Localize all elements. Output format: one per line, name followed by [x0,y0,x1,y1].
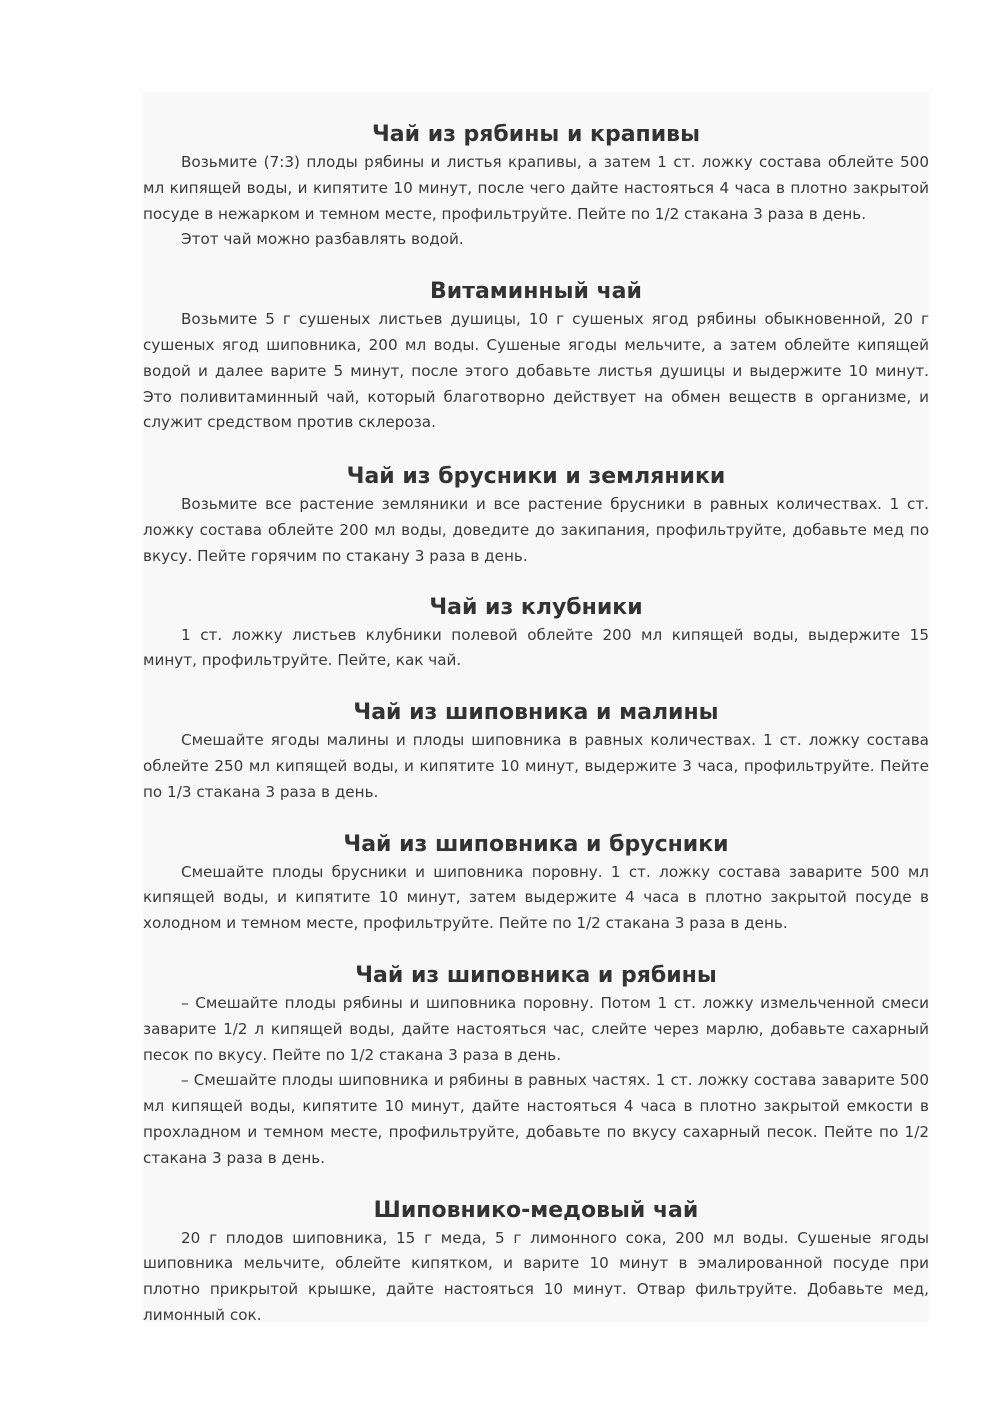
recipe-paragraph: Возьмите все растение земляники и все растение брусники в равных количествах. 1 ст. ложку состава облейте 200 мл воды, доведите до закипания, профильтруйте, добавьте мед по вкусу. Пейте горячим по стакану 3 раза в день. [143,495,929,565]
recipe-title: Шиповнико-медовый чай [373,1197,699,1223]
section-gap [143,253,929,277]
recipe-cowberry-strawberry [143,462,929,569]
recipe-rosehip-raspberry [143,698,929,805]
recipe-paragraph: Этот чай можно разбавлять водой. [181,230,464,249]
section-gap [143,806,929,830]
recipe-paragraph: Возьмите (7:3) плоды рябины и листья крапивы, а затем 1 ст. ложку состава облейте 500 мл кипящей воды, и кипятите 10 минут, после чего дайте настояться 4 часа в плотно закрытой посуде в нежарком и темном месте, профильтруйте. Пейте по 1/2 стакана 3 раза в день. [143,153,929,223]
recipe-rosehip-honey [143,1196,929,1329]
document-content [143,120,929,1329]
section-gap [143,436,929,462]
recipe-paragraph: 20 г плодов шиповника, 15 г меда, 5 г лимонного сока, 200 мл воды. Сушеные ягоды шиповника мельчите, облейте кипятком, и варите 10 минут в эмалированной посуде при плотно прикрытой крышке, дайте настояться 10 минут. Отвар фильтруйте. Добавьте мед, лимонный сок. [143,1228,929,1324]
section-gap [143,674,929,698]
section-gap [143,937,929,961]
recipe-title: Чай из шиповника и малины [353,700,719,726]
section-gap [143,570,929,593]
recipe-paragraph: Смешайте ягоды малины и плоды шиповника в равных количествах. 1 ст. ложку состава облейте 250 мл кипящей воды, и кипятите 10 минут, выдержите 3 часа, профильтруйте. Пейте по 1/3 стакана 3 раза в день. [143,731,929,801]
recipe-paragraph: – Смешайте плоды шиповника и рябины в равных частях. 1 ст. ложку состава заварите 500 мл кипящей воды, кипятите 10 минут, дайте настояться 4 часа в плотно закрытой емкости в прохладном и темном месте, профильтруйте, добавьте по вкусу сахарный песок. Пейте по 1/2 стакана 3 раза в день. [143,1071,929,1167]
recipe-vitamin [143,277,929,436]
recipe-title: Чай из шиповника и рябины [355,962,717,988]
recipe-title: Чай из клубники [429,594,643,620]
recipe-paragraph: Смешайте плоды брусники и шиповника поровну. 1 ст. ложку состава заварите 500 мл кипящей воды, и кипятите 10 минут, затем выдержите 4 часа в плотно закрытой посуде в холодном и темном месте, профильтруйте. Пейте по 1/2 стакана 3 раза в день. [143,862,929,933]
recipe-rosehip-cowberry [143,830,929,937]
recipe-title: Чай из брусники и земляники [346,464,726,490]
recipe-paragraph: – Смешайте плоды рябины и шиповника поровну. Потом 1 ст. ложку измельченной смеси заварите 1/2 л кипящей воды, дайте настояться час, слейте через марлю, добавьте сахарный песок по вкусу. Пейте по 1/2 стакана 3 раза в день. [143,993,929,1064]
recipe-rowan-nettle [143,120,929,253]
recipe-paragraph: Возьмите 5 г сушеных листьев душицы, 10 г сушеных ягод рябины обыкновенной, 20 г сушеных ягод шиповника, 200 мл воды. Сушеные ягоды мельчите, а затем облейте кипящей водой и далее варите 5 минут, после этого добавьте листья душицы и выдержите 10 минут. Это поливитаминный чай, который благотворно действует на обмен веществ в организме, и служит средством против склероза. [143,310,929,432]
recipe-garden-strawberry [143,593,929,675]
section-gap [143,1172,929,1196]
recipe-paragraph: 1 ст. ложку листьев клубники полевой облейте 200 мл кипящей воды, выдержите 15 минут, профильтруйте. Пейте, как чай. [143,625,929,670]
recipe-title: Витаминный чай [430,279,642,305]
recipe-title: Чай из рябины и крапивы [372,122,700,147]
recipe-title: Чай из шиповника и брусники [343,831,729,857]
recipe-rosehip-rowan [143,961,929,1172]
